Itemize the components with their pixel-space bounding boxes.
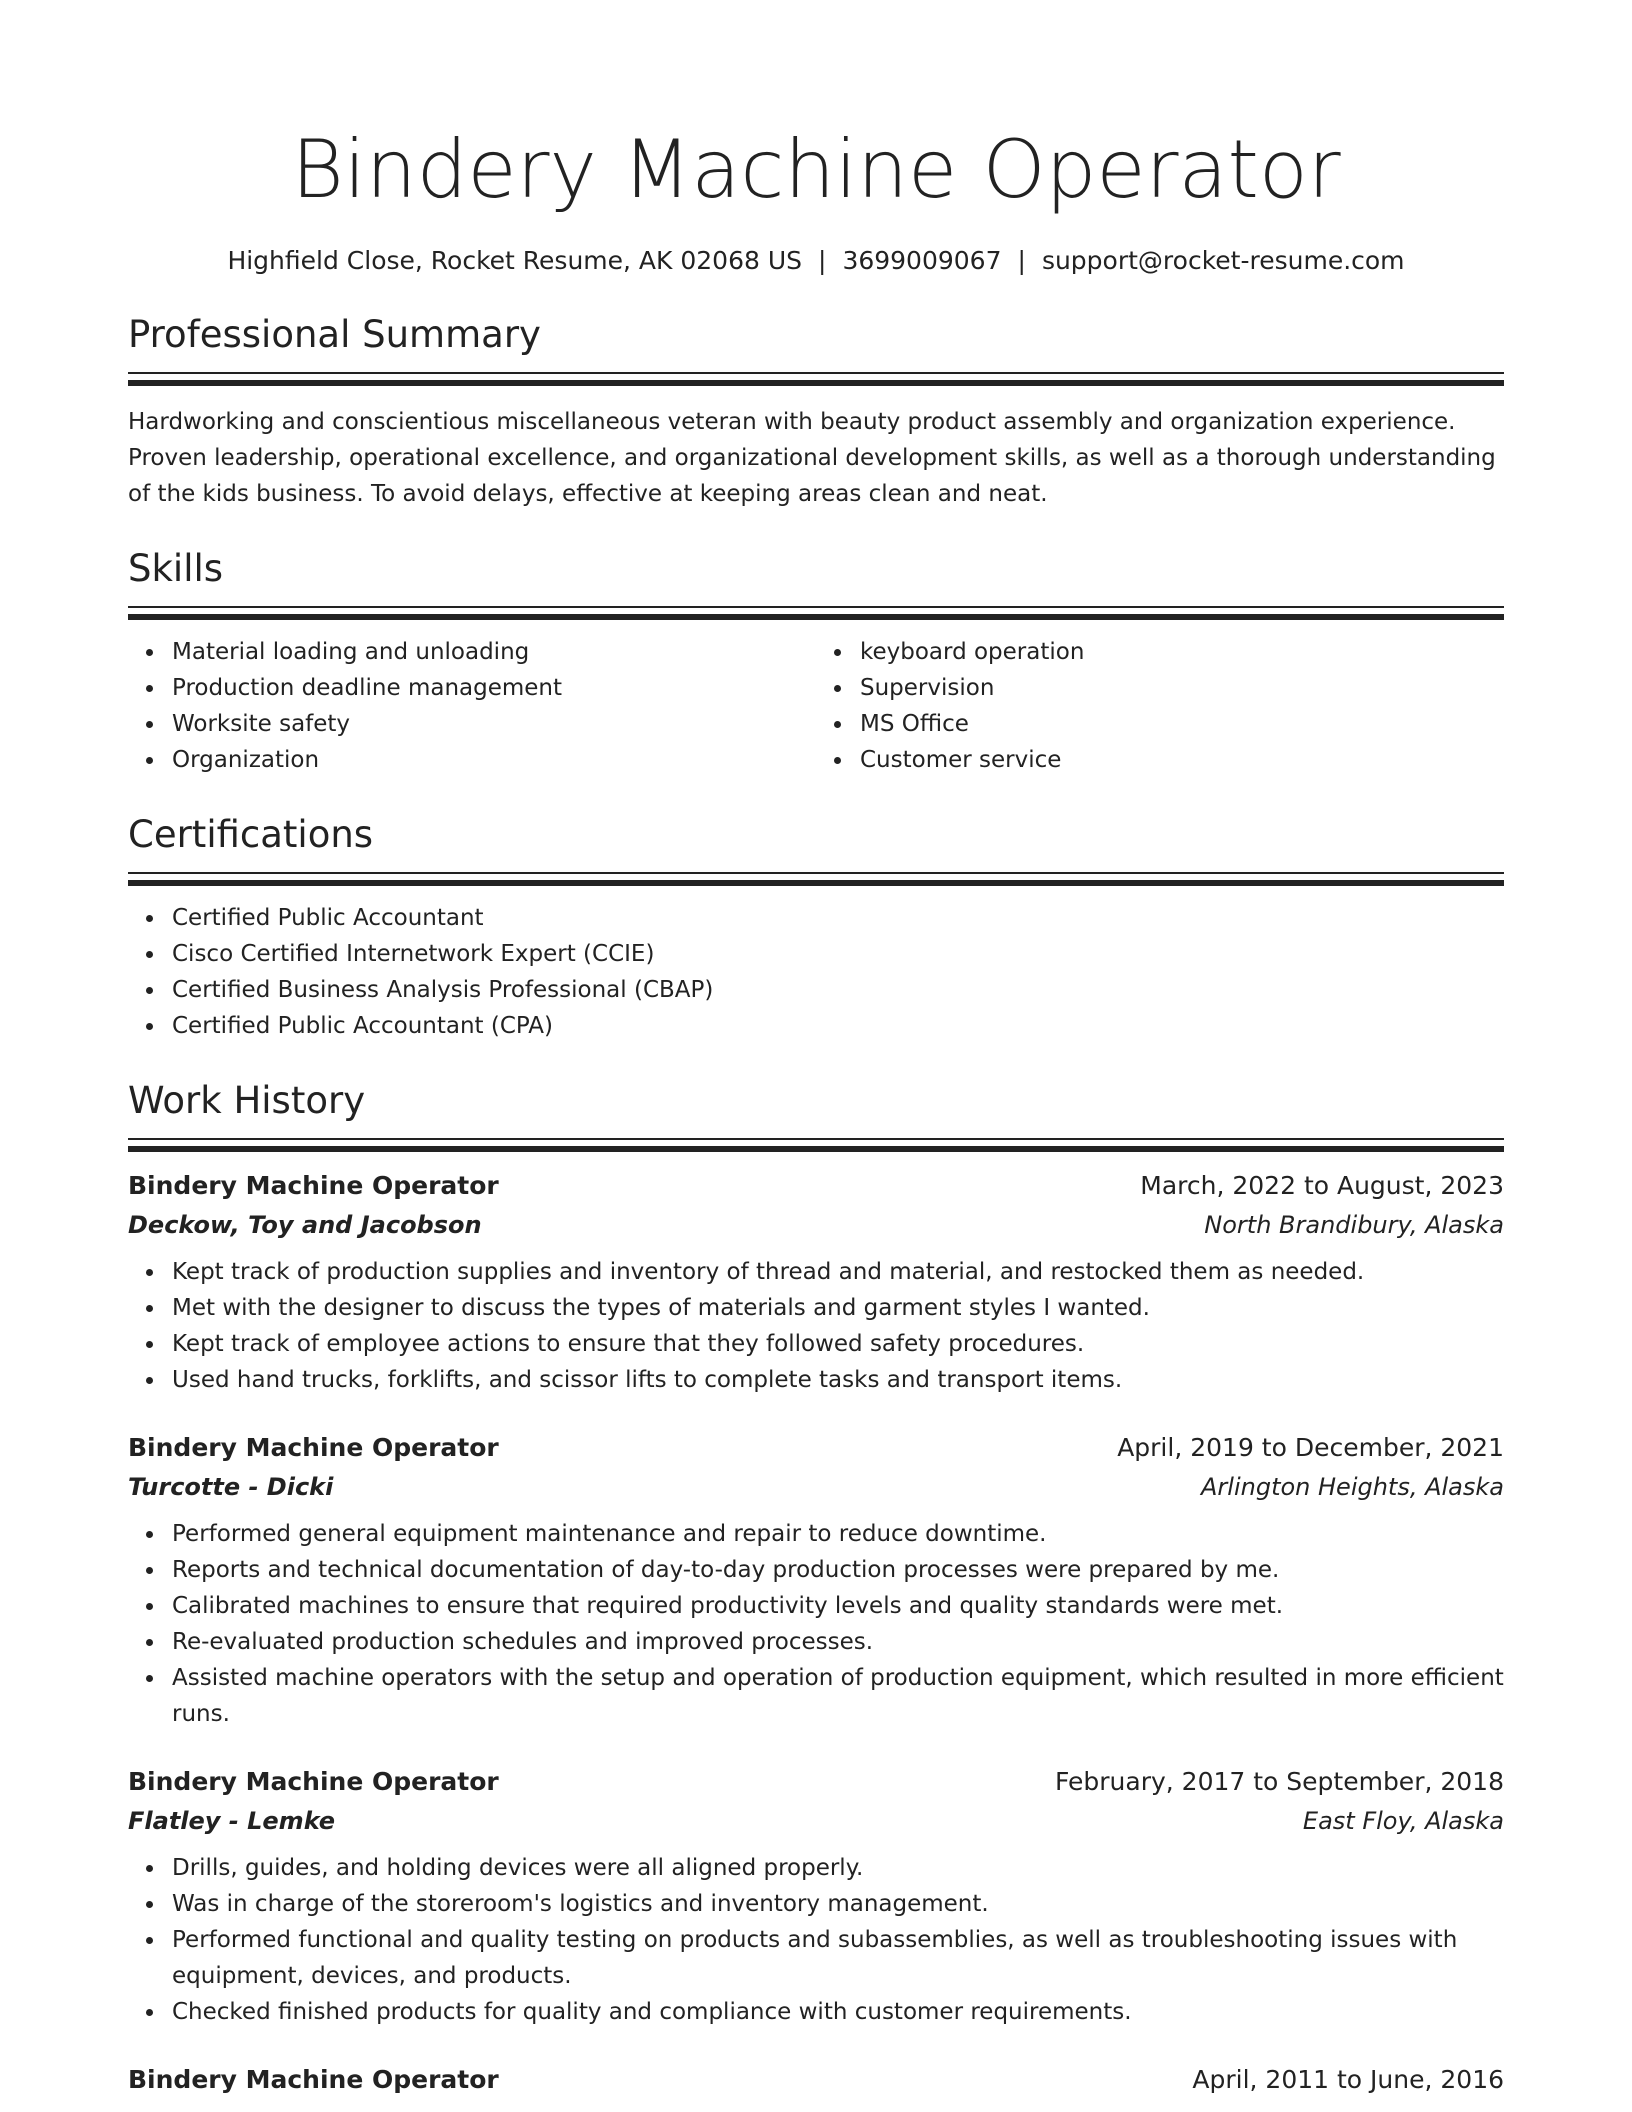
job-title: Bindery Machine Operator	[128, 1433, 499, 1462]
section-divider-thin	[128, 372, 1504, 374]
section-divider-thin	[128, 1138, 1504, 1140]
job-title: Bindery Machine Operator	[128, 2065, 499, 2094]
section-title-certifications: Certifications	[128, 813, 374, 856]
skill-item: Material loading and unloading	[172, 634, 816, 670]
skills-list-right	[816, 634, 1504, 778]
section-divider-thin	[128, 606, 1504, 608]
job-title: Bindery Machine Operator	[128, 1171, 499, 1200]
skill-item: Worksite safety	[172, 706, 816, 742]
phone: 3699009067	[842, 246, 1002, 275]
certifications-list	[128, 900, 1504, 1044]
job-header-row	[128, 1428, 1504, 1468]
skills-section	[128, 544, 1504, 778]
summary-section	[128, 310, 1504, 512]
job-entry	[128, 1762, 1504, 2030]
job-bullet: Met with the designer to discuss the types of materials and garment styles I wanted.	[172, 1290, 1504, 1326]
address: Highfield Close, Rocket Resume, AK 02068 US	[227, 246, 802, 275]
job-bullets	[128, 1850, 1504, 2030]
job-title: Bindery Machine Operator	[128, 1767, 499, 1796]
job-bullet: Assisted machine operators with the setup and operation of production equipment, which resulted in more efficient runs.	[172, 1660, 1504, 1732]
skill-item: Organization	[172, 742, 816, 778]
certification-item: Certified Public Accountant	[172, 900, 1504, 936]
job-entry	[128, 1166, 1504, 1398]
job-bullet: Kept track of production supplies and inventory of thread and material, and restocked them as needed.	[172, 1254, 1504, 1290]
skills-grid	[128, 620, 1504, 778]
job-entry	[128, 2060, 1504, 2100]
certification-item: Cisco Certified Internetwork Expert (CCIE)	[172, 936, 1504, 972]
job-bullet: Checked finished products for quality and compliance with customer requirements.	[172, 1994, 1504, 2030]
section-divider-thick	[128, 880, 1504, 886]
job-bullet: Kept track of employee actions to ensure that they followed safety procedures.	[172, 1326, 1504, 1362]
work-history-section	[128, 1076, 1504, 2100]
section-title-summary: Professional Summary	[128, 313, 541, 356]
skill-item: keyboard operation	[860, 634, 1504, 670]
job-company-row	[128, 1206, 1504, 1244]
job-bullet: Calibrated machines to ensure that required productivity levels and quality standards were met.	[172, 1588, 1504, 1624]
skill-item: Supervision	[860, 670, 1504, 706]
job-location: North Brandibury, Alaska	[1204, 1211, 1504, 1239]
job-bullet: Performed general equipment maintenance and repair to reduce downtime.	[172, 1516, 1504, 1552]
contact-separator: |	[1017, 246, 1026, 275]
job-company-row	[128, 1802, 1504, 1840]
job-company: Turcotte - Dicki	[128, 1473, 334, 1501]
job-bullet: Drills, guides, and holding devices were all aligned properly.	[172, 1850, 1504, 1886]
job-bullets	[128, 1254, 1504, 1398]
section-divider-thick	[128, 380, 1504, 386]
summary-text: Hardworking and conscientious miscellaneous veteran with beauty product assembly and organization experience. Proven leadership, operational excellence, and organizational development skills, as well as a thorough understanding of the kids business. To avoid delays, effective at keeping areas clean and neat.	[128, 409, 1496, 507]
job-header-row	[128, 1762, 1504, 1802]
job-company: Flatley - Lemke	[128, 1807, 336, 1835]
section-divider-thick	[128, 1146, 1504, 1152]
skills-column-right	[816, 620, 1504, 778]
job-dates: April, 2011 to June, 2016	[1192, 2065, 1504, 2094]
skills-list-left	[128, 634, 816, 778]
resume-name: Bindery Machine Operator	[291, 123, 1341, 216]
skill-item: Production deadline management	[172, 670, 816, 706]
job-bullet: Was in charge of the storeroom's logistics and inventory management.	[172, 1886, 1504, 1922]
skills-column-left	[128, 620, 816, 778]
certifications-section	[128, 810, 1504, 1044]
email: support@rocket-resume.com	[1041, 246, 1405, 275]
job-location: Arlington Heights, Alaska	[1201, 1473, 1504, 1501]
section-title-skills: Skills	[128, 547, 224, 590]
job-dates: March, 2022 to August, 2023	[1140, 1171, 1504, 1200]
job-bullet: Re-evaluated production schedules and improved processes.	[172, 1624, 1504, 1660]
job-dates: February, 2017 to September, 2018	[1055, 1767, 1504, 1796]
job-bullets	[128, 1516, 1504, 1732]
skill-item: Customer service	[860, 742, 1504, 778]
job-bullet: Used hand trucks, forklifts, and scissor lifts to complete tasks and transport items.	[172, 1362, 1504, 1398]
section-divider-thin	[128, 872, 1504, 874]
contact-separator: |	[818, 246, 827, 275]
job-bullet: Reports and technical documentation of day-to-day production processes were prepared by me.	[172, 1552, 1504, 1588]
job-location: East Floy, Alaska	[1302, 1807, 1504, 1835]
job-entry	[128, 1428, 1504, 1732]
job-company: Deckow, Toy and Jacobson	[128, 1211, 482, 1239]
job-bullet: Performed functional and quality testing on products and subassemblies, as well as troubleshooting issues with equipment, devices, and products.	[172, 1922, 1504, 1994]
skill-item: MS Office	[860, 706, 1504, 742]
certification-item: Certified Public Accountant (CPA)	[172, 1008, 1504, 1044]
certification-item: Certified Business Analysis Professional (CBAP)	[172, 972, 1504, 1008]
job-header-row	[128, 2060, 1504, 2100]
job-company-row	[128, 1468, 1504, 1506]
job-header-row	[128, 1166, 1504, 1206]
contact-line	[128, 244, 1504, 278]
section-title-work-history: Work History	[128, 1079, 366, 1122]
job-dates: April, 2019 to December, 2021	[1117, 1433, 1504, 1462]
